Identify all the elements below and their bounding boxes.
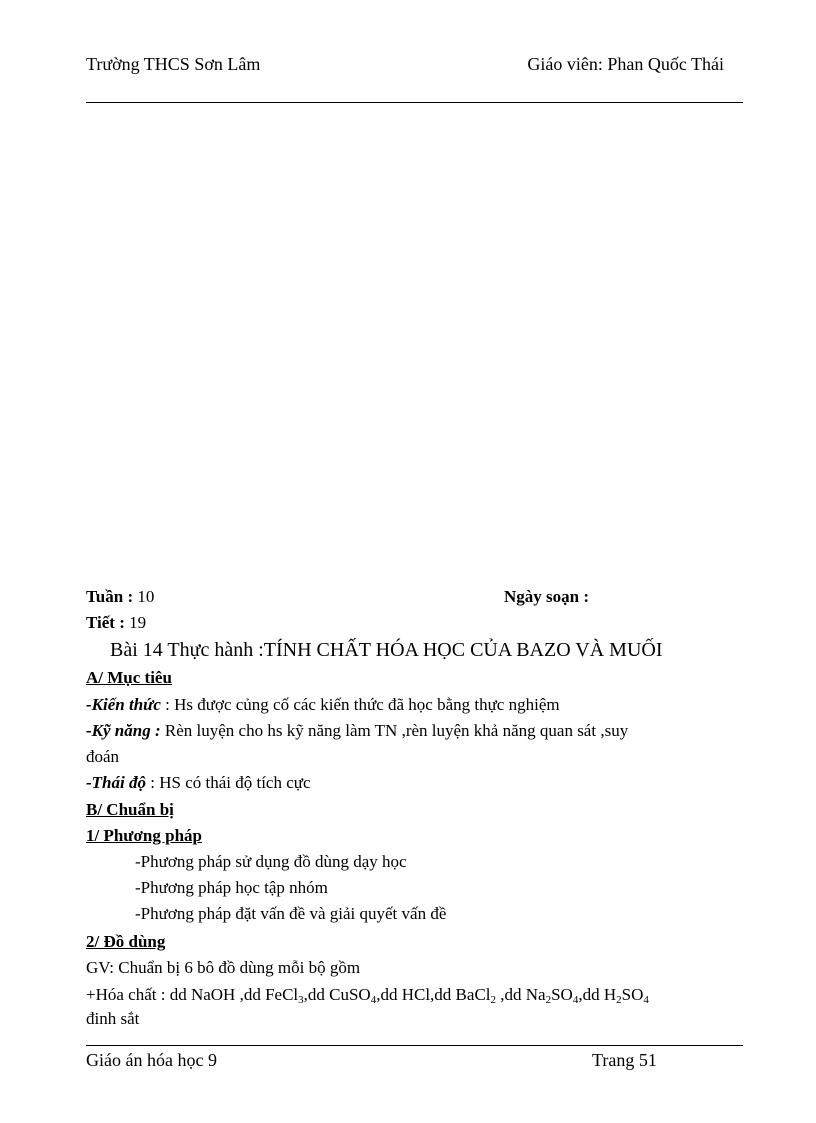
- attitude-text: : HS có thái độ tích cực: [145, 773, 311, 792]
- last-line: đinh sắt: [86, 1009, 140, 1028]
- header-school: Trường THCS Sơn Lâm: [86, 54, 261, 74]
- gv-line: GV: Chuẩn bị 6 bô đồ dùng mỗi bộ gồm: [86, 958, 361, 977]
- skill-line-cont: đoán: [86, 747, 120, 766]
- chem-subscript: 4: [643, 994, 649, 1006]
- week-line: [86, 586, 154, 608]
- chem-subscript: 2: [490, 994, 497, 1006]
- knowledge-text: : Hs được củng cố các kiến thức đã học bằng thực nghiệm: [160, 695, 560, 714]
- date-label: Ngày soạn :: [504, 587, 590, 606]
- chem-subscript: 4: [572, 994, 579, 1006]
- skill-label: -Kỹ năng :: [86, 721, 161, 740]
- header-divider: [86, 102, 743, 103]
- method-item: -Phương pháp học tập nhóm: [135, 878, 328, 897]
- week-value: 10: [137, 587, 155, 606]
- chem-subscript: 2: [616, 994, 622, 1006]
- period-line: [86, 612, 146, 634]
- lesson-title: Bài 14 Thực hành :TÍNH CHẤT HÓA HỌC CỦA BAZO VÀ MUỐI: [110, 639, 663, 661]
- section-b-heading: B/ Chuẩn bị: [86, 800, 174, 819]
- method-heading: 1/ Phương pháp: [86, 826, 202, 845]
- chem-text: +Hóa chất : dd NaOH ,dd FeCl: [86, 985, 299, 1004]
- period-value: 19: [129, 613, 147, 632]
- attitude-line: [86, 772, 311, 794]
- chem-subscript: 4: [370, 994, 377, 1006]
- method-item: -Phương pháp sử dụng đồ dùng dạy học: [135, 852, 407, 871]
- attitude-label: -Thái độ: [86, 773, 146, 792]
- knowledge-label: -Kiến thức: [86, 695, 161, 714]
- week-label: Tuần :: [86, 587, 134, 606]
- footer-divider: [86, 1045, 743, 1046]
- footer-left: Giáo án hóa học 9: [86, 1050, 217, 1070]
- chem-subscript: 3: [298, 994, 304, 1006]
- chemicals-line: [86, 984, 649, 1006]
- skill-line: [86, 720, 628, 742]
- chem-text: ,dd H: [578, 985, 617, 1004]
- skill-text: Rèn luyện cho hs kỹ năng làm TN ,rèn luyện khả năng quan sát ,suy: [160, 721, 629, 740]
- chem-text: SO: [551, 985, 573, 1004]
- chem-subscript: 2: [545, 994, 552, 1006]
- section-a-heading: A/ Mục tiêu: [86, 668, 172, 687]
- knowledge-line: [86, 694, 560, 716]
- page-number: Trang 51: [592, 1050, 657, 1070]
- period-label: Tiết :: [86, 613, 125, 632]
- chem-text: ,dd CuSO: [303, 985, 371, 1004]
- header-teacher: Giáo viên: Phan Quốc Thái: [527, 54, 724, 74]
- chem-text: SO: [621, 985, 644, 1004]
- chem-text: ,dd Na: [496, 985, 546, 1004]
- chem-text: ,dd HCl,dd BaCl: [376, 985, 491, 1004]
- method-item: -Phương pháp đặt vấn đề và giải quyết vấn đề: [135, 904, 447, 923]
- tools-heading: 2/ Đồ dùng: [86, 932, 166, 951]
